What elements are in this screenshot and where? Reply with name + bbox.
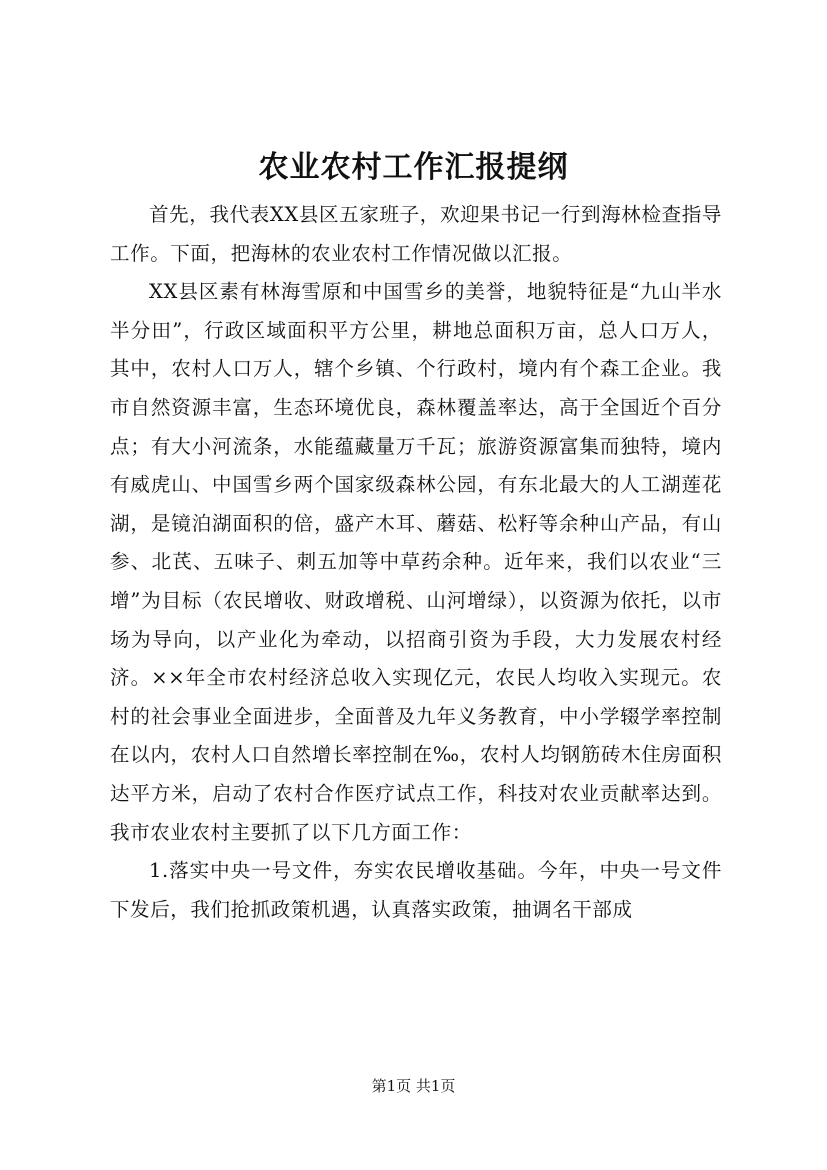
document-body bbox=[110, 196, 722, 929]
document-title: 农业农村工作汇报提纲 bbox=[258, 150, 569, 185]
paragraph-intro: 首先，我代表XX县区五家班子，欢迎果书记一行到海林检查指导工作。下面，把海林的农业农村工作情况做以汇报。 bbox=[110, 203, 722, 265]
paragraph-section-1: 1.落实中央一号文件，夯实农民增收基础。今年，中央一号文件下发后，我们抢抓政策机遇，认真落实政策，抽调名干部成 bbox=[110, 859, 722, 921]
page-footer: 第1页 共1页 bbox=[371, 1077, 456, 1095]
paragraph-overview: XX县区素有林海雪原和中国雪乡的美誉，地貌特征是“九山半水半分田”，行政区域面积平方公里，耕地总面积万亩，总人口万人，其中，农村人口万人，辖个乡镇、个行政村，境内有个森工企业。我市自然资源丰富，生态环境优良，森林覆盖率达，高于全国近个百分点；有大小河流条，水能蕴藏量万千瓦；旅游资源富集而独特，境内有威虎山、中国雪乡两个国家级森林公园，有东北最大的人工湖莲花湖，是镜泊湖面积的倍，盛产木耳、蘑菇、松籽等余种山产品，有山参、北芪、五味子、刺五加等中草药余种。近年来，我们以农业“三增”为目标（农民增收、财政增税、山河增绿），以资源为依托，以市场为导向，以产业化为牵动，以招商引资为手段，大力发展农村经济。××年全市农村经济总收入实现亿元，农民人均收入实现元。农村的社会事业全面进步，全面普及九年义务教育，中小学辍学率控制在以内，农村人口自然增长率控制在‰，农村人均钢筋砖木住房面积达平方米，启动了农村合作医疗试点工作，科技对农业贡献率达到。我市农业农村主要抓了以下几方面工作： bbox=[110, 280, 722, 844]
